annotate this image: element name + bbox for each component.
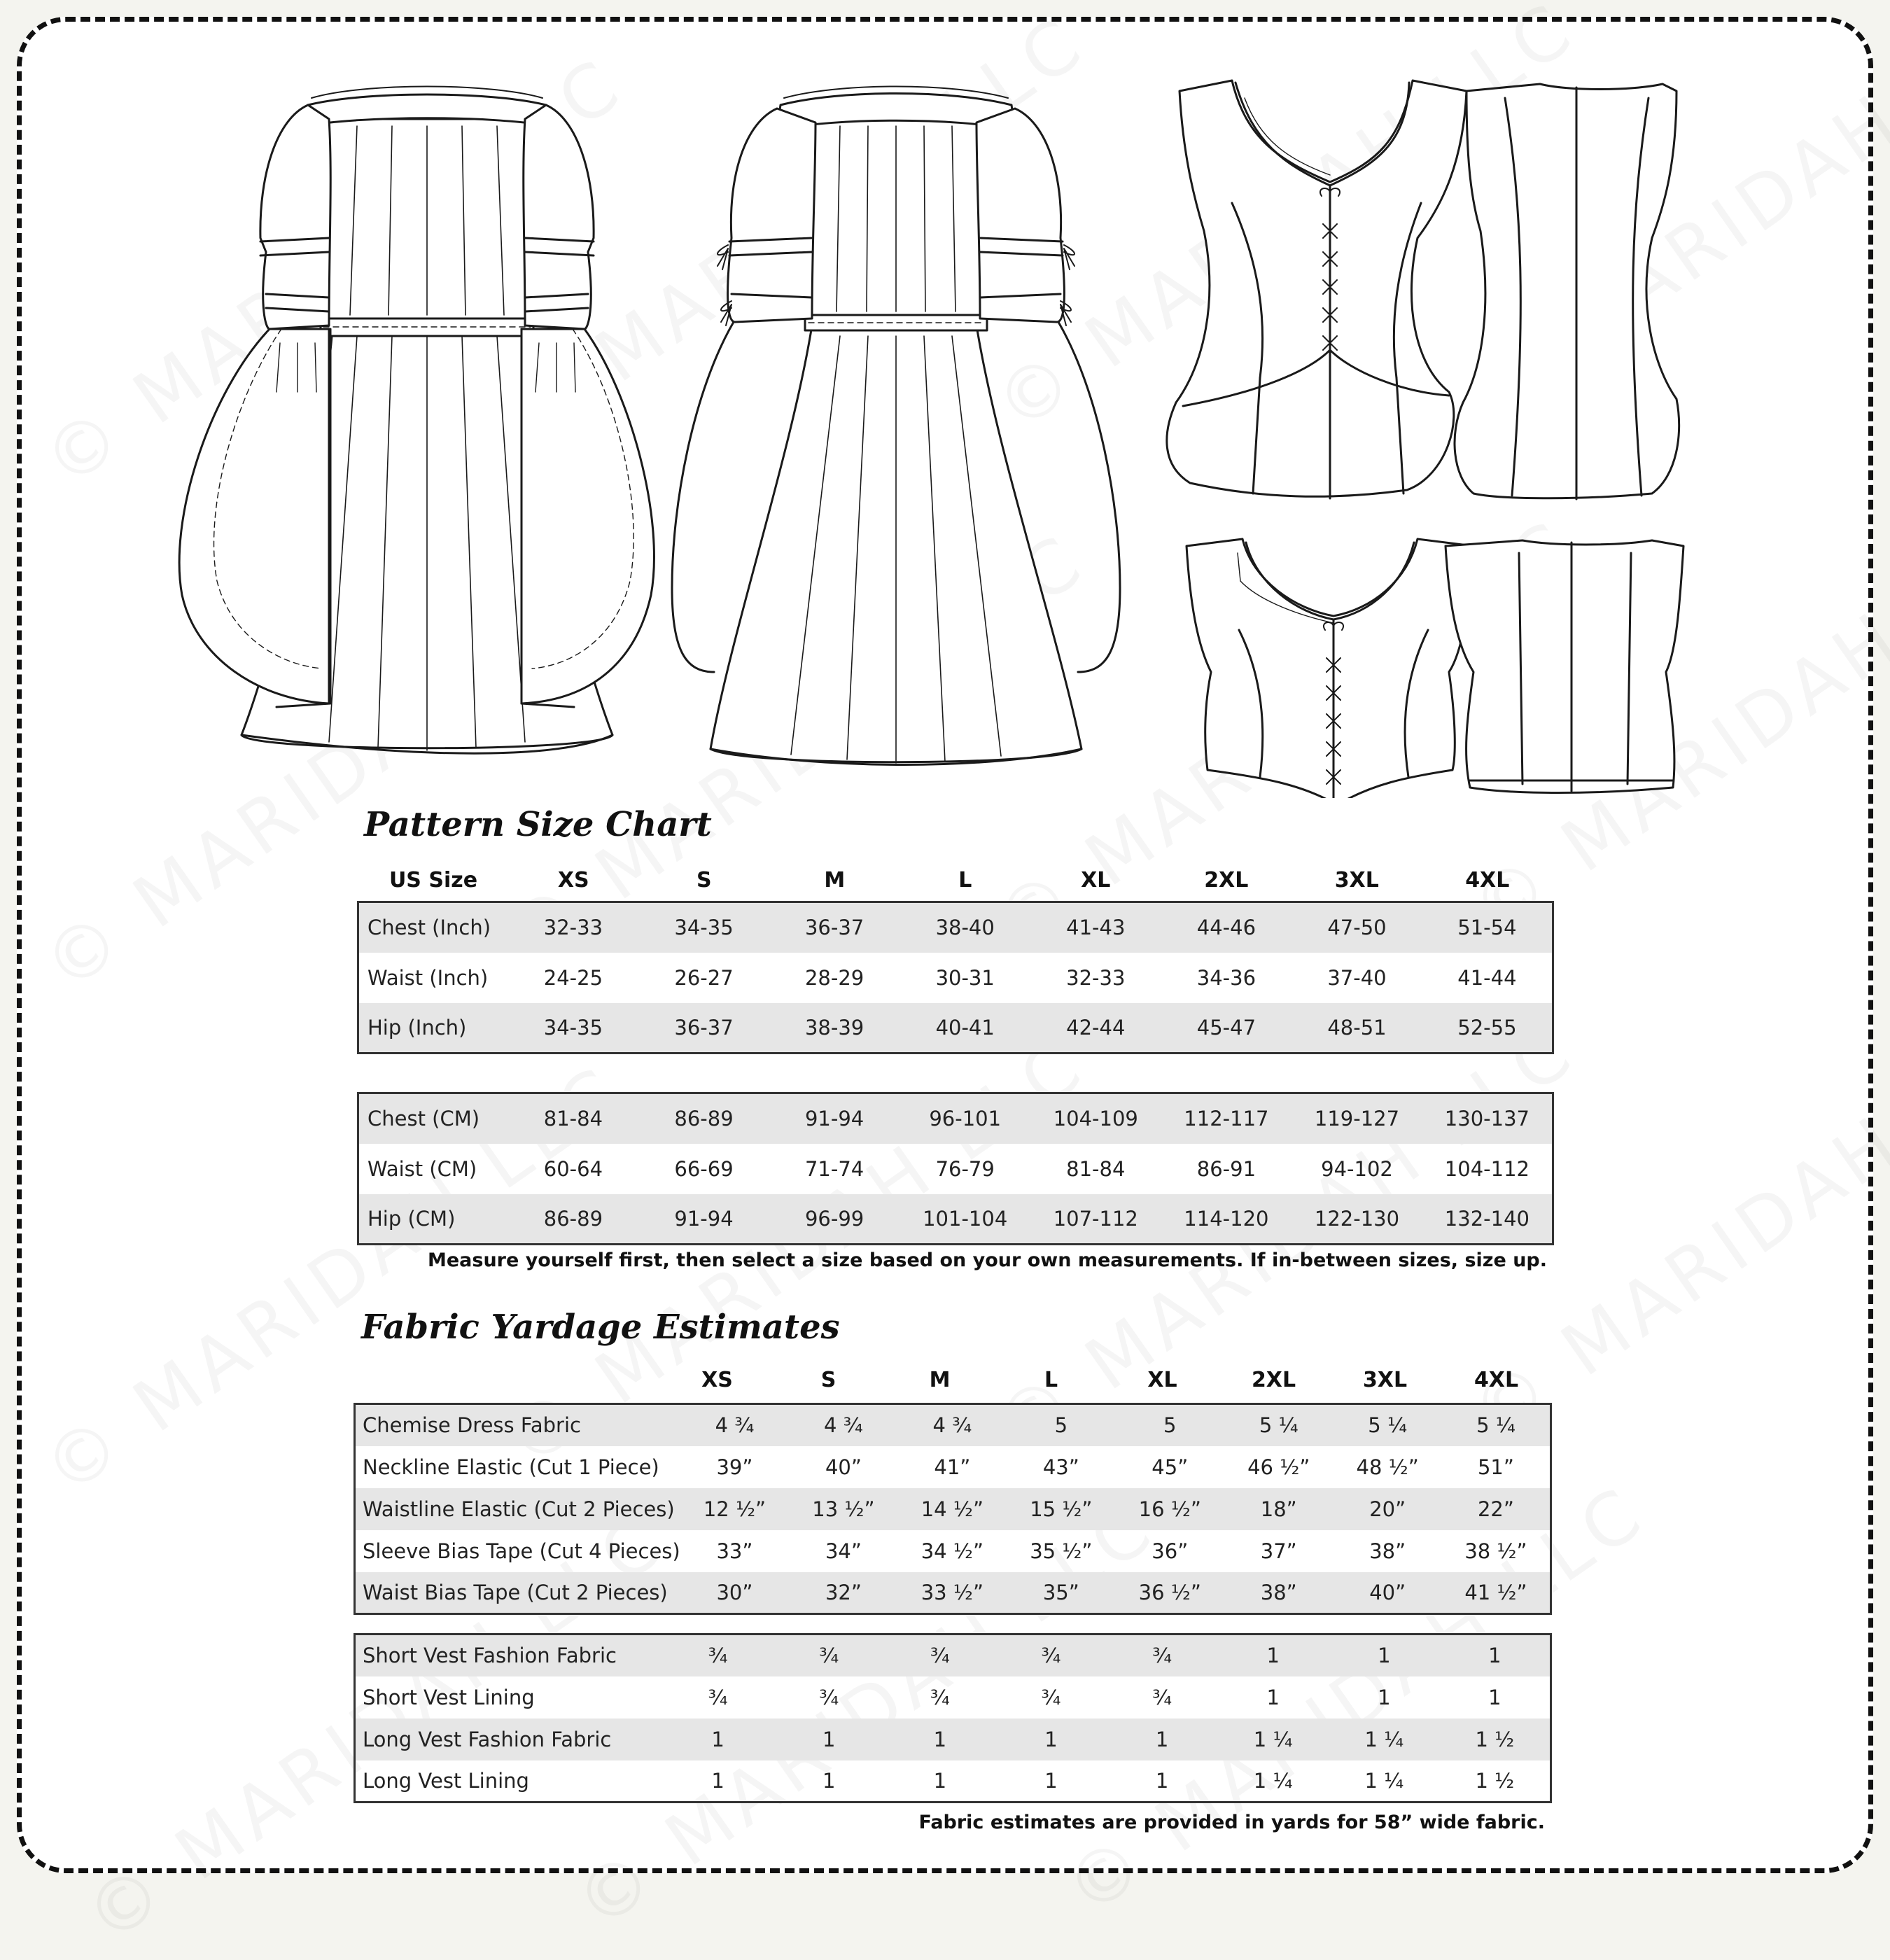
table-cell: 1 ¼ xyxy=(1364,1768,1404,1793)
yardage-note: Fabric estimates are provided in yards for 58” wide fabric. xyxy=(918,1812,1545,1833)
table-cell: ¾ xyxy=(995,1634,1107,1676)
table-cell: 5 ¼ xyxy=(1333,1404,1441,1446)
table-cell: 34 ½” xyxy=(920,1539,983,1563)
table-cell: 28-29 xyxy=(804,965,864,990)
table-cell: 34-36 xyxy=(1196,965,1256,990)
table-cell: 36-37 xyxy=(769,902,900,953)
table-cell: 18” xyxy=(1224,1488,1333,1530)
table-cell: 32” xyxy=(789,1572,897,1614)
table-cell: 122-130 xyxy=(1292,1194,1422,1245)
table-cell: 5 ¼ xyxy=(1224,1404,1333,1446)
table-cell: 4 ¾ xyxy=(789,1404,897,1446)
chemise-dress-tie-sleeve-front xyxy=(672,87,1120,765)
table-cell: 43” xyxy=(1042,1455,1079,1479)
table-cell: 33” xyxy=(716,1539,753,1563)
table-cell: 132-140 xyxy=(1422,1194,1553,1245)
row-label: Waistline Elastic (Cut 2 Pieces) xyxy=(355,1488,680,1530)
size-header-3xl: 3XL xyxy=(1334,867,1379,892)
yardage-header-xs: XS xyxy=(701,1367,733,1392)
table-cell: 14 ½” xyxy=(898,1488,1007,1530)
table-cell: 1 xyxy=(662,1718,774,1760)
row-label: Chest (Inch) xyxy=(358,902,508,953)
table-cell: 36” xyxy=(1152,1539,1189,1563)
table-cell: 41 ½” xyxy=(1442,1572,1551,1614)
table-cell: 40” xyxy=(1333,1572,1441,1614)
size-header-xl: XL xyxy=(1081,867,1111,892)
table-cell: 12 ½” xyxy=(680,1488,789,1530)
size-header-2xl: 2XL xyxy=(1204,867,1249,892)
yardage-header xyxy=(355,1364,1552,1396)
table-cell: 15 ½” xyxy=(1007,1488,1115,1530)
table-cell: ¾ xyxy=(885,1634,996,1676)
table-cell: 60-64 xyxy=(543,1156,603,1181)
size-chart-title: Pattern Size Chart xyxy=(364,805,712,844)
table-cell: 30-31 xyxy=(935,965,995,990)
yardage-vest-table xyxy=(354,1633,1552,1803)
table-cell: ¾ xyxy=(1041,1685,1061,1709)
table-cell: 4 ¾ xyxy=(680,1404,789,1446)
table-cell: 81-84 xyxy=(508,1093,639,1144)
table-cell: 41” xyxy=(934,1455,971,1479)
table-cell: 5 ¼ xyxy=(1442,1404,1551,1446)
table-cell: 48-51 xyxy=(1292,1003,1422,1054)
table-cell: 44-46 xyxy=(1161,902,1292,953)
size-header-m: M xyxy=(824,867,846,892)
table-cell: 91-94 xyxy=(769,1093,900,1144)
yardage-row-dress xyxy=(355,1530,1551,1572)
table-cell: 104-112 xyxy=(1444,1156,1530,1181)
long-vest-front xyxy=(1167,80,1466,498)
table-cell: ¾ xyxy=(1152,1685,1172,1709)
table-cell: 1 xyxy=(1044,1768,1058,1793)
table-cell: 94-102 xyxy=(1321,1156,1393,1181)
table-cell: 1 xyxy=(711,1768,724,1793)
yardage-dress-table xyxy=(354,1403,1552,1615)
row-label: Neckline Elastic (Cut 1 Piece) xyxy=(363,1455,659,1479)
size-header-s: S xyxy=(696,867,712,892)
row-label: Chest (CM) xyxy=(358,1093,508,1144)
table-cell: 101-104 xyxy=(899,1194,1030,1245)
table-cell: 1 ¼ xyxy=(1329,1718,1440,1760)
size-row-inch xyxy=(358,902,1553,953)
yardage-row-dress xyxy=(355,1404,1551,1446)
table-cell: ¾ xyxy=(662,1634,774,1676)
table-cell: 86-89 xyxy=(508,1194,639,1245)
table-cell: 37-40 xyxy=(1327,965,1387,990)
table-cell: ¾ xyxy=(774,1634,885,1676)
table-cell: ¾ xyxy=(708,1685,728,1709)
row-label: Waist (CM) xyxy=(368,1156,477,1181)
table-cell: 86-91 xyxy=(1196,1156,1256,1181)
table-cell: 1 xyxy=(1266,1685,1280,1709)
yardage-header-3xl: 3XL xyxy=(1362,1367,1408,1392)
size-chart-header xyxy=(358,862,1553,897)
table-cell: 1 xyxy=(933,1768,947,1793)
table-cell: 13 ½” xyxy=(789,1488,897,1530)
yardage-header-m: M xyxy=(929,1367,951,1392)
table-cell: 42-44 xyxy=(1030,1003,1161,1054)
table-cell: 41-44 xyxy=(1457,965,1517,990)
yardage-row-dress xyxy=(355,1446,1551,1488)
table-cell: 38” xyxy=(1224,1572,1333,1614)
yardage-row-dress xyxy=(355,1572,1551,1614)
table-cell: 24-25 xyxy=(543,965,603,990)
row-label: Sleeve Bias Tape (Cut 4 Pieces) xyxy=(363,1539,680,1563)
table-cell: 52-55 xyxy=(1422,1003,1553,1054)
table-cell: 71-74 xyxy=(804,1156,864,1181)
size-chart-inch-table xyxy=(357,901,1554,1054)
short-vest-front xyxy=(1186,539,1474,798)
table-cell: 130-137 xyxy=(1422,1093,1553,1144)
table-cell: 22” xyxy=(1442,1488,1551,1530)
row-label: Waist (Inch) xyxy=(368,965,489,990)
size-chart-note: Measure yourself first, then select a size based on your own measurements. If in-between sizes, size up. xyxy=(427,1250,1547,1271)
yardage-row-vest xyxy=(355,1760,1551,1802)
yardage-header-s: S xyxy=(820,1367,836,1392)
table-cell: 48 ½” xyxy=(1356,1455,1419,1479)
table-cell: 34-35 xyxy=(508,1003,639,1054)
table-cell: 39” xyxy=(716,1455,753,1479)
row-label: Chemise Dress Fabric xyxy=(355,1404,680,1446)
table-cell: 76-79 xyxy=(935,1156,995,1181)
table-cell: 96-99 xyxy=(769,1194,900,1245)
table-cell: 26-27 xyxy=(674,965,734,990)
table-cell: 1 xyxy=(1155,1768,1169,1793)
table-cell: 38 ½” xyxy=(1464,1539,1527,1563)
table-cell: 46 ½” xyxy=(1247,1455,1310,1479)
table-cell: 66-69 xyxy=(674,1156,734,1181)
table-cell: 91-94 xyxy=(638,1194,769,1245)
size-row-cm xyxy=(358,1194,1553,1245)
table-cell: 1 xyxy=(1440,1634,1551,1676)
table-cell: 32-33 xyxy=(1066,965,1126,990)
table-cell: 35” xyxy=(1007,1572,1115,1614)
table-cell: 112-117 xyxy=(1161,1093,1292,1144)
size-header-cells xyxy=(508,868,1553,892)
table-cell: 51” xyxy=(1477,1455,1514,1479)
table-cell: ¾ xyxy=(819,1685,839,1709)
table-cell: 51-54 xyxy=(1422,902,1553,953)
table-cell: 1 ½ xyxy=(1440,1718,1551,1760)
table-cell: 34-35 xyxy=(638,902,769,953)
table-cell: 1 xyxy=(1107,1718,1218,1760)
table-cell: 32-33 xyxy=(508,902,639,953)
table-cell: 30” xyxy=(680,1572,789,1614)
table-cell: 1 ¼ xyxy=(1253,1768,1293,1793)
yardage-header-l: L xyxy=(1044,1367,1058,1392)
table-cell: 5 xyxy=(1007,1404,1115,1446)
table-cell: 34” xyxy=(825,1539,862,1563)
table-cell: 104-109 xyxy=(1030,1093,1161,1144)
garment-illustrations xyxy=(0,0,1890,798)
row-label: Hip (Inch) xyxy=(358,1003,508,1054)
table-cell: 1 ½ xyxy=(1475,1768,1515,1793)
size-chart-cm-table xyxy=(357,1092,1554,1245)
table-cell: 45-47 xyxy=(1161,1003,1292,1054)
yardage-header-xl: XL xyxy=(1147,1367,1177,1392)
table-cell: 1 xyxy=(995,1718,1107,1760)
yardage-header-4xl: 4XL xyxy=(1474,1367,1519,1392)
table-cell: 20” xyxy=(1333,1488,1441,1530)
table-cell: 86-89 xyxy=(638,1093,769,1144)
size-header-xs: XS xyxy=(557,867,589,892)
table-cell: 36-37 xyxy=(638,1003,769,1054)
table-cell: ¾ xyxy=(930,1685,950,1709)
table-cell: 1 xyxy=(1217,1634,1329,1676)
yardage-title: Fabric Yardage Estimates xyxy=(361,1308,840,1347)
table-cell: 45” xyxy=(1152,1455,1189,1479)
table-cell: 5 xyxy=(1116,1404,1224,1446)
table-cell: ¾ xyxy=(1107,1634,1218,1676)
us-size-label: US Size xyxy=(388,867,478,892)
yardage-header-cells xyxy=(662,1368,1552,1392)
size-header-4xl: 4XL xyxy=(1465,867,1510,892)
table-cell: 4 ¾ xyxy=(898,1404,1007,1446)
yardage-row-vest xyxy=(355,1676,1551,1718)
yardage-row-vest xyxy=(355,1634,1551,1676)
table-cell: 1 xyxy=(885,1718,996,1760)
table-cell: 16 ½” xyxy=(1116,1488,1224,1530)
yardage-header-2xl: 2XL xyxy=(1251,1367,1296,1392)
table-cell: 1 ¼ xyxy=(1217,1718,1329,1760)
table-cell: 107-112 xyxy=(1030,1194,1161,1245)
table-cell: 1 xyxy=(1378,1685,1391,1709)
table-cell: 40” xyxy=(825,1455,862,1479)
table-cell: 47-50 xyxy=(1292,902,1422,953)
row-label: Hip (CM) xyxy=(358,1194,508,1245)
chemise-dress-long-sleeve-front xyxy=(179,87,654,754)
row-label: Long Vest Fashion Fabric xyxy=(355,1718,663,1760)
size-row-cm xyxy=(358,1144,1553,1194)
table-cell: 40-41 xyxy=(899,1003,1030,1054)
size-header-l: L xyxy=(958,867,972,892)
table-cell: 1 xyxy=(822,1768,836,1793)
table-cell: 96-101 xyxy=(899,1093,1030,1144)
row-label: Waist Bias Tape (Cut 2 Pieces) xyxy=(355,1572,680,1614)
table-cell: 37” xyxy=(1260,1539,1297,1563)
table-cell: 41-43 xyxy=(1030,902,1161,953)
yardage-row-dress xyxy=(355,1488,1551,1530)
short-vest-back xyxy=(1446,540,1684,793)
long-vest-back xyxy=(1455,84,1679,499)
table-cell: 33 ½” xyxy=(898,1572,1007,1614)
yardage-row-vest xyxy=(355,1718,1551,1760)
table-cell: 81-84 xyxy=(1066,1156,1126,1181)
table-cell: 114-120 xyxy=(1161,1194,1292,1245)
row-label: Short Vest Fashion Fabric xyxy=(355,1634,663,1676)
table-cell: 119-127 xyxy=(1292,1093,1422,1144)
size-row-inch xyxy=(358,953,1553,1003)
table-cell: 38-40 xyxy=(899,902,1030,953)
table-cell: 35 ½” xyxy=(1030,1539,1093,1563)
table-cell: 38” xyxy=(1369,1539,1406,1563)
table-cell: 36 ½” xyxy=(1116,1572,1224,1614)
table-cell: 38-39 xyxy=(769,1003,900,1054)
size-row-inch xyxy=(358,1003,1553,1054)
table-cell: 1 xyxy=(774,1718,885,1760)
table-cell: 1 xyxy=(1488,1685,1502,1709)
row-label: Short Vest Lining xyxy=(363,1685,535,1709)
table-cell: 1 xyxy=(1329,1634,1440,1676)
size-row-cm xyxy=(358,1093,1553,1144)
row-label: Long Vest Lining xyxy=(363,1768,529,1793)
